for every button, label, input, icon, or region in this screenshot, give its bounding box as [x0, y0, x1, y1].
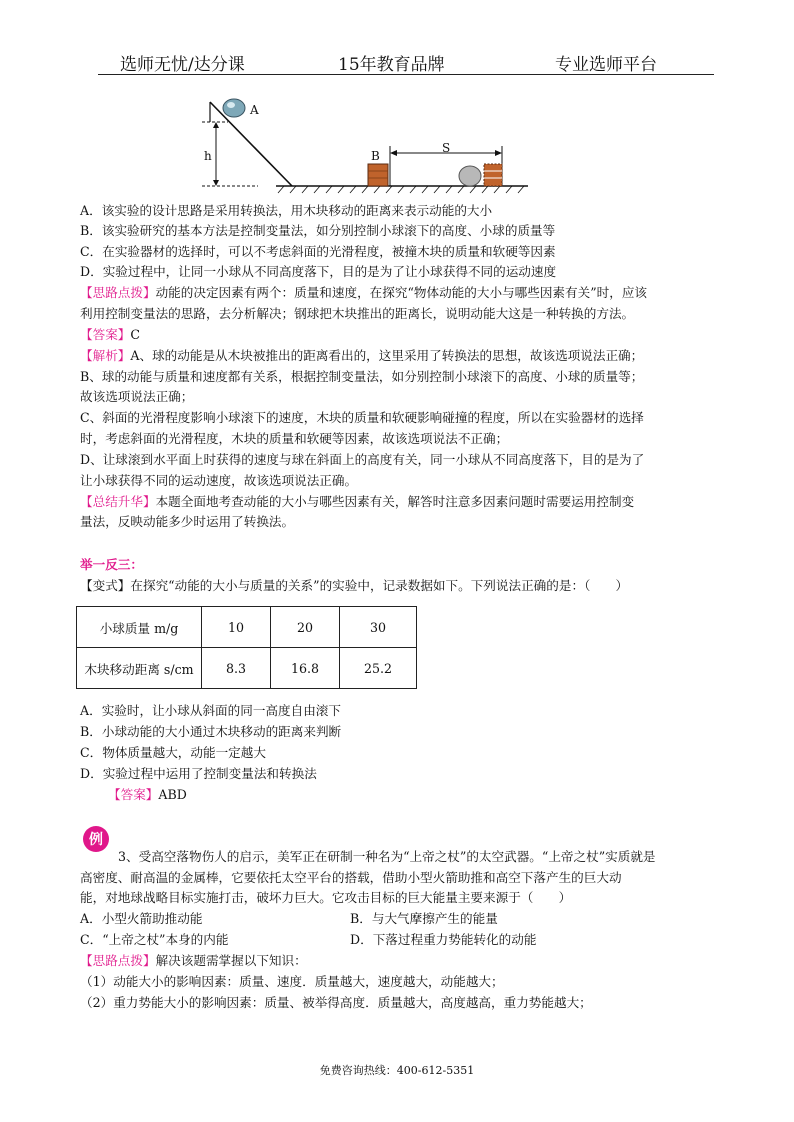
q3-option-b: B．与大气摩擦产生的能量: [350, 911, 498, 926]
q2-hint-line-1: [80, 283, 647, 303]
q3-stem-line-1: 3、受高空落物伤人的启示，美军正在研制一种名为“上帝之杖”的太空武器。“上帝之杖”实质就是: [118, 849, 656, 864]
q3-option-a: A．小型火箭助推动能: [80, 911, 203, 926]
summary-tag: 【总结升华】: [80, 494, 156, 509]
variant-question: [80, 576, 628, 596]
table-row: [77, 648, 417, 689]
table-cell: 小球质量 m/g: [77, 607, 202, 648]
q2-analysis-line-7: 让小球获得不同的运动速度，故该选项说法正确。: [80, 473, 358, 488]
height-arrow-head-down: [213, 180, 219, 186]
header-platform: 专业选师平台: [555, 55, 657, 75]
header-brand: 选师无忧/达分课: [120, 55, 245, 75]
ball-a: [223, 99, 245, 117]
label-b: B: [371, 149, 380, 163]
page-footer: 免费咨询热线：400-612-5351: [319, 1064, 475, 1077]
hint-tag: 【思路点拨】: [80, 285, 156, 300]
q3-stem-line-3: 能，对地球战略目标实施打击，破坏力巨大。它攻击目标的巨大能量主要来源于（ ）: [80, 890, 572, 905]
table-cell: 8.3: [202, 648, 271, 689]
q2-option-d: D．实验过程中，让同一小球从不同高度落下，目的是为了让小球获得不同的运动速度: [80, 264, 557, 279]
block-after: [484, 164, 502, 186]
ground: [276, 186, 528, 193]
q3-hint-line-3: （2）重力势能大小的影响因素：质量、被举得高度．质量越大，高度越高，重力势能越大；: [80, 995, 592, 1010]
q3-option-d: D．下落过程重力势能转化的动能: [350, 932, 537, 947]
summary-text-1: 本题全面地考查动能的大小与哪些因素有关，解答时注意多因素问题时需要运用控制变: [155, 494, 635, 509]
height-arrow-head-up: [213, 122, 219, 128]
variant-answer: [108, 785, 187, 805]
q2-analysis-line-3: 故该选项说法正确；: [80, 389, 194, 404]
q3-hint-line-2: （1）动能大小的影响因素：质量、速度．质量越大，速度越大，动能越大；: [80, 974, 504, 989]
q2-analysis-line-5: 时，考虑斜面的光滑程度，木块的质量和软硬等因素，故该选项说法不正确；: [80, 431, 509, 446]
q2-analysis-line-2: B、球的动能与质量和速度都有关系，根据控制变量法，如分别控制小球滚下的高度、小球的质量等；: [80, 369, 644, 384]
page-header: [98, 46, 714, 75]
label-a: A: [250, 103, 259, 117]
variant-heading: 举一反三：: [80, 557, 143, 572]
answer-tag: 【答案】: [80, 327, 131, 342]
variant-answer-tag: 【答案】: [108, 787, 159, 802]
example-badge-text: 例: [89, 832, 103, 848]
label-s: S: [442, 141, 451, 155]
distance-arrow-head-left: [390, 150, 397, 156]
variant-question-text: 在探究“动能的大小与质量的关系”的实验中，记录数据如下。下列说法正确的是：（ ）: [130, 578, 629, 593]
variant-answer-value: ABD: [158, 787, 187, 802]
label-h: h: [204, 149, 212, 163]
q3-hint-line-1: [80, 951, 307, 971]
q2-option-c: C．在实验器材的选择时，可以不考虑斜面的光滑程度，被撞木块的质量和软硬等因素: [80, 244, 556, 259]
q2-analysis-line-4: C、斜面的光滑程度影响小球滚下的速度，木块的质量和软硬影响碰撞的程度，所以在实验器材的选择: [80, 410, 644, 425]
table-row: [77, 607, 417, 648]
q3-hint-tag: 【思路点拨】: [80, 953, 156, 968]
q2-answer: [80, 325, 140, 345]
variant-option-a: A．实验时，让小球从斜面的同一高度自由滚下: [80, 703, 341, 718]
ball-after: [459, 166, 481, 186]
q2-summary-line-2: 量法，反映动能多少时运用了转换法。: [80, 514, 295, 529]
analysis-text-1: A、球的动能是从木块被推出的距离看出的，这里采用了转换法的思想，故该选项说法正确；: [130, 348, 644, 363]
data-table: [76, 606, 417, 689]
distance-arrow-head-right: [495, 150, 502, 156]
q2-hint-line-2: 利用控制变量法的思路，去分析解决；钢球把木块推出的距离长，说明动能大这是一种转换的方法。: [80, 306, 635, 321]
q2-analysis-line-1: [80, 346, 643, 366]
hint-text-1: 动能的决定因素有两个：质量和速度，在探究“物体动能的大小与哪些因素有关”时，应该: [155, 285, 648, 300]
block-b: [368, 164, 388, 186]
q2-summary-line-1: [80, 492, 634, 512]
q3-hint-text-1: 解决该题需掌握以下知识：: [155, 953, 307, 968]
variant-option-d: D．实验过程中运用了控制变量法和转换法: [80, 766, 317, 781]
q3-stem-line-2: 高密度、耐高温的金属棒，它要依托太空平台的搭载，借助小型火箭助推和高空下落产生的巨大动: [80, 870, 622, 885]
variant-tag: 【变式】: [80, 578, 131, 593]
q3-option-c: C．“上帝之杖”本身的内能: [80, 932, 229, 947]
table-cell: 10: [202, 607, 271, 648]
experiment-figure: [188, 94, 538, 196]
q2-analysis-line-6: D、让球滚到水平面上时获得的速度与球在斜面上的高度有关，同一小球从不同高度落下，目的是为了: [80, 452, 645, 467]
q2-option-a: A．该实验的设计思路是采用转换法，用木块移动的距离来表示动能的大小: [80, 203, 493, 218]
table-cell: 木块移动距离 s/cm: [77, 648, 202, 689]
table-cell: 20: [271, 607, 340, 648]
table-cell: 16.8: [271, 648, 340, 689]
table-cell: 25.2: [340, 648, 417, 689]
table-cell: 30: [340, 607, 417, 648]
variant-option-c: C．物体质量越大，动能一定越大: [80, 745, 266, 760]
analysis-tag: 【解析】: [80, 348, 131, 363]
header-slogan: 15年教育品牌: [338, 55, 445, 75]
variant-option-b: B．小球动能的大小通过木块移动的距离来判断: [80, 724, 342, 739]
example-badge-icon: [82, 825, 110, 853]
answer-value: C: [130, 327, 141, 342]
q2-option-b: B．该实验研究的基本方法是控制变量法，如分别控制小球滚下的高度、小球的质量等: [80, 223, 556, 238]
